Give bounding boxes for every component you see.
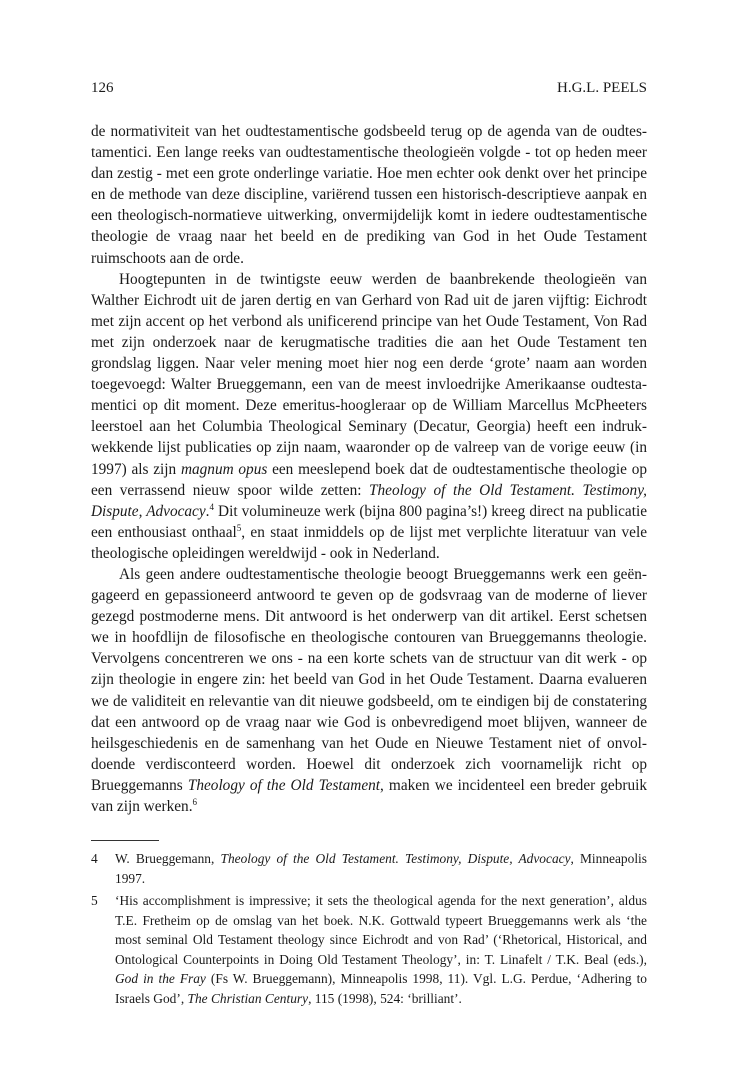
paragraph-1: de normativiteit van het oudtestamentische godsbeeld terug op de agenda van de oudtestamentici. Een lange reeks van oudtestamentische theologieën volgde - tot op heden meer dan zestig - met een grote onderlinge variatie. Hoe men echter ook denkt over het principe en de methode van deze discipline, variërend tussen een historisch-descriptieve aanpak en een theologisch-normatieve uitwerking, onvermijdelijk komt in iedere oudtestamentische theologie de vraag naar het beeld en de prediking van God in het Oude Testament ruimschoots aan de orde. [91,123,647,267]
footnote-divider [91,840,159,841]
footnote-number: 5 [91,893,98,908]
paragraph-2-text-d: Dit volumineuze werk (bijna 800 pagina’s!) kreeg direct na publicatie een enthousiast onthaal [91,502,648,541]
footnote-4 [91,849,647,888]
footnote-5-italic-title: God in the Fray [115,971,206,986]
footnote-5-italic-journal: The Christian Century [187,990,309,1006]
paragraph-3-text-b: , maken we incidenteel een breder gebruik van zijn werken. [91,776,647,815]
paragraph-3 [91,564,647,817]
footnote-text [115,849,647,888]
footnote-5-text-b: (Fs W. Brueggemann), Minneapolis 1998, 11). Vgl. L.G. Perdue, ‘Adhering to Israels God’, [115,971,647,1006]
footnote-5-text-a: ‘His accomplishment is impressive; it sets the theological agenda for the next generation’, aldus T.E. Fretheim op de omslag van het boek. N.K. Gottwald typeert Brueggemanns werk als ‘the most seminal Old Testament theology since Eichrodt and von Rad’ (‘Rhetorical, Historical, and Ontological Counterpoints in Doing Old Testament Theology’, in: T. Linafelt / T.K. Beal (eds.), [115,893,647,967]
article-body [91,121,647,817]
footnote-ref-4[interactable]: 4 [209,501,214,512]
paragraph-2 [91,269,647,564]
paragraph-3-text-a: Als geen andere oudtestamentische theologie beoogt Brueggemanns werk een geëngageerd en gepassioneerd antwoord te geven op de godsvraag van de moderne of liever gezegd postmoderne mens. Dit antwoord is het onderwerp van dit artikel. Eerst schetsen we in hoofdlijn de filosofische en theologische contouren van Brueggemanns theologie. Vervolgens concentreren we ons - na een korte schets van de structuur van dit werk - op zijn theologie in engere zin: het beeld van God in het Oude Testament. Daarna evalueren we de validiteit en relevantie van dit nieuwe godsbeeld, om te eindigen bij de constatering dat een antwoord op de vraag naar wie God is onbevredigend moet blijven, wanneer de heilsgeschiedenis en de samenhang van het Oude en Nieuwe Testament niet of onvoldoende verdisconteerd worden. Hoewel dit onderzoek zich voornamelijk richt op Brueggemanns [91,565,647,794]
footnote-5 [91,891,647,1008]
footnote-ref-5[interactable]: 5 [236,522,242,533]
paragraph-3-italic-book-title: Theology of the Old Testament [187,776,381,794]
paragraph-2-italic-magnum-opus: magnum opus [180,460,268,478]
footnote-number: 4 [91,851,98,866]
footnote-4-text-b: , Minneapolis 1997. [115,851,647,886]
footnote-4-italic-title: Theology of the Old Testament. Testimony, Dispute, Advocacy [220,851,571,866]
footnote-4-text-a: W. Brueggemann, [115,851,215,866]
paragraph-2-text-b: een meeslepend boek dat de oudtestamentische theologie op een verrassend nieuw spoor wilde zetten: [91,460,647,499]
footnotes [91,849,647,1011]
running-header [91,78,647,98]
footnote-5-text-c: , 115 (1998), 524: ‘brilliant’. [308,990,462,1006]
paragraph-2-text-e: , en staat inmiddels op de lijst met verplichte literatuur van vele theologische opleidingen wereldwijd - ook in Nederland. [91,523,648,562]
paragraph-2-text-c: . [205,502,210,520]
paragraph-2-italic-book-title: Theology of the Old Testament. Testimony, Dispute, Advocacy [91,481,647,520]
footnote-text [115,891,647,1008]
footnote-ref-6[interactable]: 6 [192,796,198,807]
paragraph-2-text-a: Hoogtepunten in de twintigste eeuw werden de baanbrekende theologieën van Walther Eichrodt uit de jaren dertig en van Gerhard von Rad uit de jaren vijftig: Eichrodt met zijn accent op het verbond als unificerend principe van het Oude Testament, Von Rad met zijn onderzoek naar de kerugmatische tradities die aan het Oude Testament ten grondslag liggen. Naar veler mening moet hier nog een derde ‘grote’ naam aan worden toegevoegd: Walter Brueggemann, een van de meest invloedrijke Amerikaanse oudtestamentici op dit moment. Deze emeritus-hoogleraar op de William Marcellus McPheeters leerstoel aan het Columbia Theological Seminary (Decatur, Georgia) heeft een indrukwekkende lijst publicaties op zijn naam, waaronder op de valreep van de vorige eeuw (in 1997) als zijn [91,270,647,478]
running-head-author: H.G.L. PEELS [557,80,647,96]
page-number: 126 [91,80,114,96]
